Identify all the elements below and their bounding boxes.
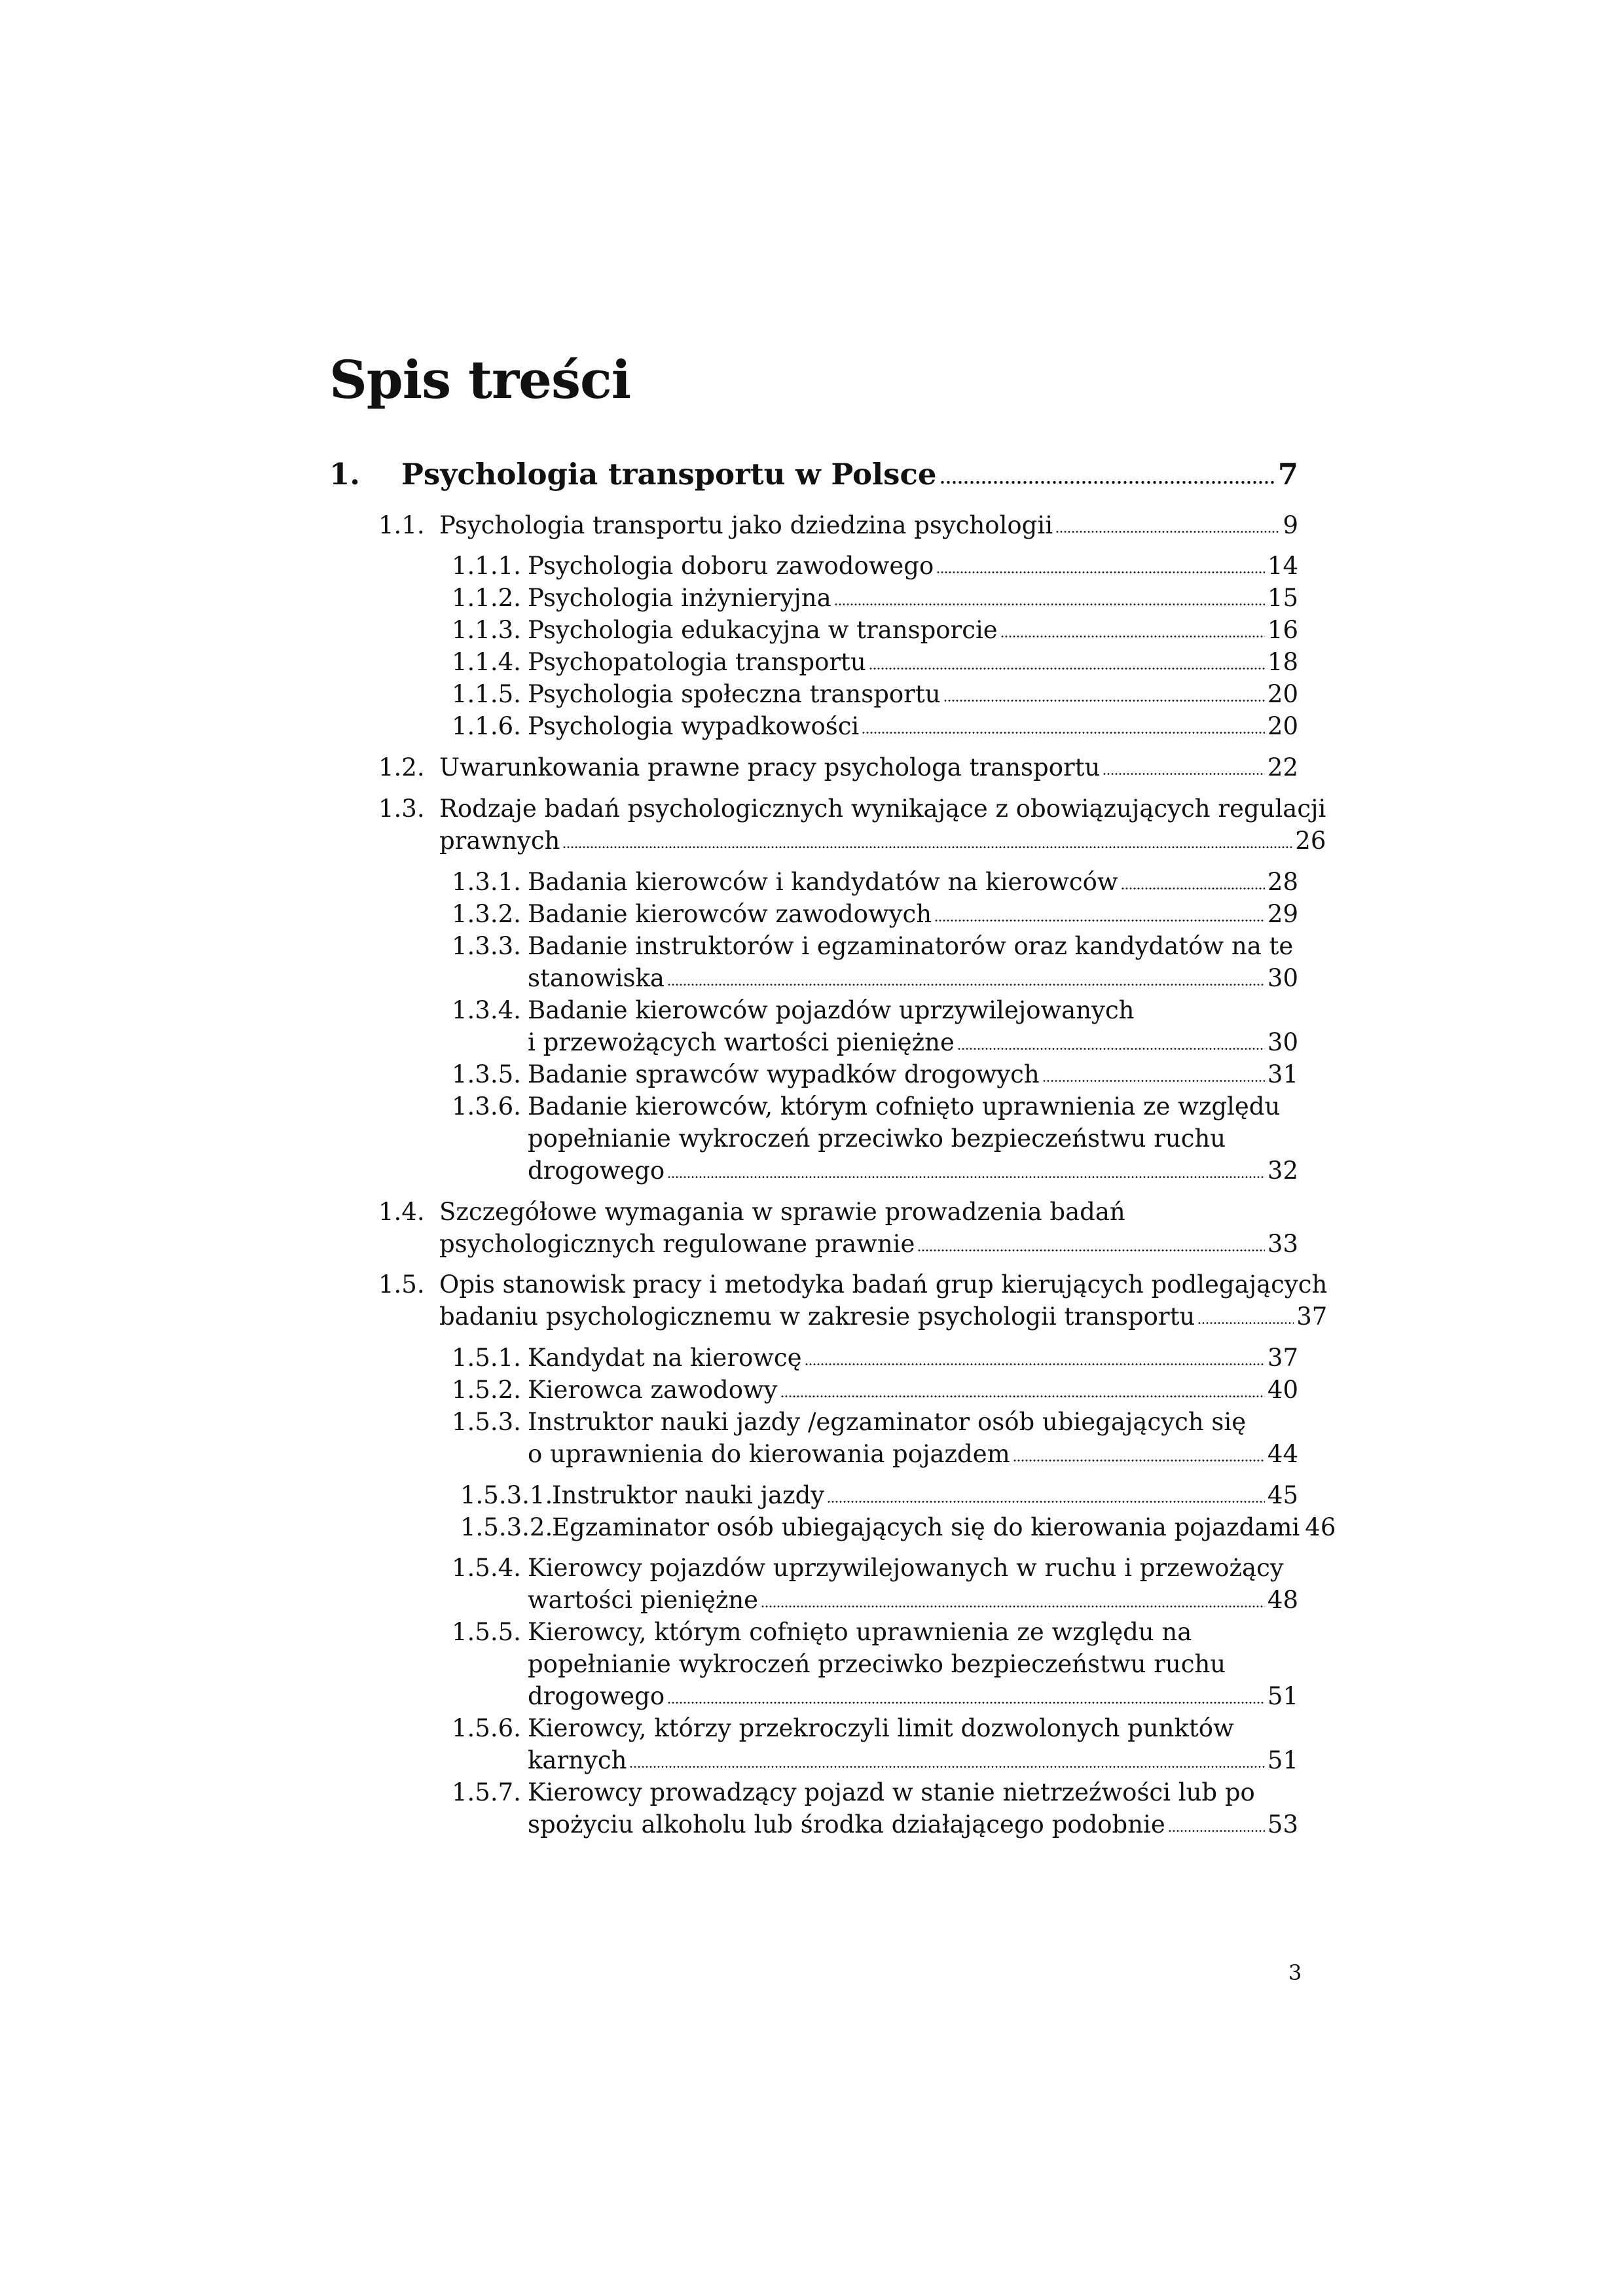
toc-entry-number: 1.5. <box>378 1270 425 1299</box>
toc-entry[interactable] <box>452 1552 1298 1616</box>
toc-entry[interactable] <box>378 793 1326 857</box>
toc-entry-line <box>528 994 1298 1026</box>
toc-entry-body <box>439 793 1326 857</box>
toc-entry-title: Psychologia inżynieryjna <box>528 584 831 612</box>
toc-entry-body <box>528 646 1298 678</box>
dot-leader <box>1013 1459 1265 1462</box>
toc-entry-line <box>528 1374 1298 1406</box>
toc-entry-title: psychologicznych regulowane prawnie <box>439 1230 915 1258</box>
toc-entry-line <box>528 1616 1298 1648</box>
toc-entry-title: karnych <box>528 1746 627 1774</box>
toc-entry-line <box>528 1406 1298 1438</box>
toc-entry-line <box>528 1776 1298 1808</box>
toc-entry-title: Psychologia edukacyjna w transporcie <box>528 616 998 644</box>
toc-entry-line <box>528 898 1298 930</box>
toc-entry[interactable] <box>452 866 1298 898</box>
toc-entry-line <box>439 509 1298 541</box>
toc-entry-page: 20 <box>1267 712 1298 740</box>
toc-entry-page: 26 <box>1295 827 1326 855</box>
dot-leader <box>827 1500 1265 1503</box>
dot-leader <box>1000 635 1265 638</box>
toc-entry-body <box>439 1268 1327 1333</box>
toc-entry[interactable] <box>460 1479 1298 1511</box>
toc-entry-line <box>552 1511 1336 1543</box>
toc-entry-title: Kierowcy prowadzący pojazd w stanie nietrzeźwości lub po <box>528 1778 1255 1806</box>
dot-leader <box>834 603 1265 606</box>
toc-entry-line <box>528 1712 1298 1744</box>
toc-entry-title: Opis stanowisk pracy i metodyka badań grup kierujących podlegających <box>439 1270 1328 1299</box>
toc-entry-page: 29 <box>1267 900 1298 928</box>
dot-leader <box>939 480 1275 484</box>
toc-entry-number: 1.1.6. <box>452 712 521 740</box>
toc-entry-page: 53 <box>1267 1810 1298 1839</box>
toc-entry[interactable] <box>452 1058 1298 1090</box>
toc-entry-title: Kierowca zawodowy <box>528 1376 778 1404</box>
page-title: Spis treści <box>329 349 631 410</box>
toc-entry-title: wartości pieniężne <box>528 1586 759 1614</box>
toc-entry-page: 44 <box>1267 1440 1298 1468</box>
toc-entry-line <box>528 1155 1298 1187</box>
toc-entry-page: 30 <box>1267 964 1298 992</box>
toc-entry[interactable] <box>452 710 1298 742</box>
toc-entry-line <box>528 1808 1298 1840</box>
toc-entry-title: badaniu psychologicznemu w zakresie psychologii transportu <box>439 1302 1195 1331</box>
toc-entry[interactable] <box>452 1712 1298 1776</box>
toc-entry-number: 1.5.1. <box>452 1344 521 1372</box>
toc-entry-body <box>439 509 1298 541</box>
toc-entry-number: 1.5.3.2. <box>460 1513 553 1541</box>
toc-entry-line <box>401 458 1298 490</box>
toc-entry-line <box>439 1300 1327 1333</box>
toc-entry-line <box>528 1584 1298 1616</box>
toc-entry-page: 28 <box>1267 868 1298 896</box>
toc-entry-number: 1.3.4. <box>452 996 521 1024</box>
toc-entry-body <box>528 898 1298 930</box>
toc-entry-title: popełnianie wykroczeń przeciwko bezpieczeństwu ruchu <box>528 1650 1226 1678</box>
toc-entry-line <box>439 793 1326 825</box>
toc-entry-body <box>401 458 1298 490</box>
dot-leader <box>869 667 1265 670</box>
toc-entry-line <box>528 1342 1298 1374</box>
toc-entry-number: 1. <box>329 457 360 492</box>
toc-entry-page: 40 <box>1267 1376 1298 1404</box>
toc-entry-page: 9 <box>1283 511 1298 539</box>
toc-entry-page: 37 <box>1267 1344 1298 1372</box>
toc-entry-number: 1.5.4. <box>452 1554 521 1582</box>
dot-leader <box>805 1363 1265 1366</box>
toc-entry-body <box>439 1196 1298 1260</box>
dot-leader <box>562 846 1292 849</box>
toc-entry-body <box>528 614 1298 646</box>
toc-entry-page: 14 <box>1267 552 1298 580</box>
toc-entry-line <box>528 930 1298 962</box>
toc-entry-title: stanowiska <box>528 964 665 992</box>
toc-entry[interactable] <box>452 994 1298 1058</box>
toc-entry-line <box>528 582 1298 614</box>
dot-leader <box>667 983 1265 986</box>
toc-entry-line <box>528 866 1298 898</box>
toc-entry-page: 20 <box>1267 680 1298 708</box>
toc-entry-body <box>528 582 1298 614</box>
toc-entry-title: Szczegółowe wymagania w sprawie prowadzenia badań <box>439 1198 1125 1226</box>
toc-entry-number: 1.1. <box>378 511 425 539</box>
toc-entry-body <box>528 994 1298 1058</box>
toc-entry-title: drogowego <box>528 1682 665 1710</box>
dot-leader <box>1197 1321 1294 1325</box>
toc-entry-page: 15 <box>1267 584 1298 612</box>
toc-entry-number: 1.1.1. <box>452 552 521 580</box>
toc-entry-number: 1.4. <box>378 1198 425 1226</box>
toc-entry-number: 1.1.3. <box>452 616 521 644</box>
toc-entry-title: Rodzaje badań psychologicznych wynikające z obowiązujących regulacji <box>439 795 1326 823</box>
toc-entry[interactable] <box>378 751 1298 783</box>
dot-leader <box>917 1249 1265 1252</box>
toc-entry-page: 51 <box>1267 1746 1298 1774</box>
toc-entry-title: Psychologia transportu w Polsce <box>401 457 937 492</box>
toc-entry-number: 1.5.5. <box>452 1618 521 1646</box>
dot-leader <box>862 731 1265 734</box>
toc-entry-title: Uwarunkowania prawne pracy psychologa transportu <box>439 753 1101 781</box>
toc-entry-title: Badanie sprawców wypadków drogowych <box>528 1060 1040 1088</box>
toc-entry-body <box>552 1511 1336 1543</box>
dot-leader <box>943 699 1265 702</box>
toc-entry-number: 1.3.3. <box>452 932 521 960</box>
toc-entry-title: Badanie kierowców, którym cofnięto uprawnienia ze względu <box>528 1092 1281 1121</box>
toc-entry-page: 22 <box>1267 753 1298 781</box>
toc-entry-title: Psychologia wypadkowości <box>528 712 860 740</box>
toc-entry-page: 37 <box>1296 1302 1328 1331</box>
toc-entry-line <box>528 1648 1298 1680</box>
toc-entry-body <box>528 710 1298 742</box>
toc-entry[interactable] <box>452 930 1298 994</box>
toc-entry-line <box>552 1479 1298 1511</box>
toc-entry-title: i przewożących wartości pieniężne <box>528 1028 955 1056</box>
toc-entry[interactable] <box>452 1406 1298 1470</box>
toc-entry-number: 1.3.5. <box>452 1060 521 1088</box>
toc-entry-title: popełnianie wykroczeń przeciwko bezpieczeństwu ruchu <box>528 1124 1226 1153</box>
toc-entry-body <box>528 866 1298 898</box>
toc-entry-line <box>439 1196 1298 1228</box>
toc-entry[interactable] <box>452 678 1298 710</box>
toc-entry-line <box>528 962 1298 994</box>
toc-entry-number: 1.5.2. <box>452 1376 521 1404</box>
toc-entry-title: prawnych <box>439 827 560 855</box>
toc-entry-title: Egzaminator osób ubiegających się do kierowania pojazdami <box>552 1513 1300 1541</box>
toc-entry-page: 31 <box>1267 1060 1298 1088</box>
toc-entry-number: 1.5.6. <box>452 1714 521 1742</box>
toc-entry[interactable] <box>452 614 1298 646</box>
toc-entry-number: 1.3. <box>378 795 425 823</box>
dot-leader <box>1121 887 1265 890</box>
dot-leader <box>667 1175 1265 1179</box>
toc-entry[interactable] <box>452 582 1298 614</box>
toc-entry[interactable] <box>378 1268 1328 1333</box>
toc-entry-page: 32 <box>1267 1157 1298 1185</box>
toc-entry-line <box>528 1552 1298 1584</box>
toc-entry-title: Badania kierowców i kandydatów na kierowców <box>528 868 1118 896</box>
toc-entry[interactable] <box>452 1776 1298 1840</box>
toc-entry-body <box>439 751 1298 783</box>
toc-entry-line <box>439 751 1298 783</box>
toc-entry[interactable] <box>329 458 1298 490</box>
dot-leader <box>934 919 1265 922</box>
toc-entry-title: Kierowcy, którym cofnięto uprawnienia ze względu na <box>528 1618 1192 1646</box>
toc-entry-line <box>528 550 1298 582</box>
toc-entry-page: 16 <box>1267 616 1298 644</box>
toc-entry-body <box>528 1090 1298 1187</box>
toc-entry-number: 1.2. <box>378 753 425 781</box>
dot-leader <box>1055 530 1280 533</box>
dot-leader <box>629 1765 1264 1768</box>
toc-entry-number: 1.3.1. <box>452 868 521 896</box>
toc-entry-page: 45 <box>1267 1481 1298 1509</box>
toc-entry-line <box>528 1438 1298 1470</box>
toc-entry-line <box>439 1268 1327 1300</box>
dot-leader <box>1103 772 1265 776</box>
toc-entry-line <box>528 1122 1298 1155</box>
toc-entry-title: Instruktor nauki jazdy <box>552 1481 825 1509</box>
toc-entry-body <box>528 1616 1298 1712</box>
dot-leader <box>761 1605 1265 1608</box>
toc-entry-title: spożyciu alkoholu lub środka działającego podobnie <box>528 1810 1165 1839</box>
toc-entry-page: 48 <box>1267 1586 1298 1614</box>
toc-entry-body <box>528 1776 1298 1840</box>
toc-entry-number: 1.3.2. <box>452 900 521 928</box>
toc-entry-line <box>528 614 1298 646</box>
toc-entry-page: 18 <box>1267 648 1298 676</box>
toc-entry[interactable] <box>378 509 1298 541</box>
toc-entry-title: Psychopatologia transportu <box>528 648 866 676</box>
toc-entry-body <box>528 1374 1298 1406</box>
toc-entry-body <box>528 1406 1298 1470</box>
toc-entry[interactable] <box>460 1511 1336 1543</box>
toc-entry-line <box>528 646 1298 678</box>
dot-leader <box>1168 1829 1265 1833</box>
toc-entry-line <box>528 710 1298 742</box>
toc-entry-line <box>439 825 1326 857</box>
toc-entry-page: 46 <box>1305 1513 1336 1541</box>
dot-leader <box>936 571 1265 574</box>
toc-entry[interactable] <box>452 1342 1298 1374</box>
toc-entry-line <box>439 1228 1298 1260</box>
toc-entry-body <box>528 1058 1298 1090</box>
toc-entry-title: Instruktor nauki jazdy /egzaminator osób ubiegających się <box>528 1408 1247 1436</box>
toc-entry-title: Kandydat na kierowcę <box>528 1344 802 1372</box>
toc-entry-body <box>528 1552 1298 1616</box>
toc-entry[interactable] <box>452 1616 1298 1712</box>
toc-entry-number: 1.5.3.1. <box>460 1481 553 1509</box>
toc-entry-page: 7 <box>1277 457 1298 492</box>
toc-entry-body <box>528 930 1298 994</box>
page-number: 3 <box>1288 1960 1302 1985</box>
toc-entry-title: Kierowcy pojazdów uprzywilejowanych w ruchu i przewożący <box>528 1554 1284 1582</box>
toc-entry[interactable] <box>452 646 1298 678</box>
dot-leader <box>1042 1079 1265 1083</box>
toc-entry-title: Psychologia społeczna transportu <box>528 680 941 708</box>
toc-entry-page: 30 <box>1267 1028 1298 1056</box>
toc-entry-body <box>528 1342 1298 1374</box>
toc-entry-page: 51 <box>1267 1682 1298 1710</box>
toc-entry-number: 1.1.4. <box>452 648 521 676</box>
toc-entry[interactable] <box>452 1374 1298 1406</box>
dot-leader <box>667 1701 1265 1704</box>
dot-leader <box>780 1395 1265 1398</box>
toc-entry-line <box>528 1090 1298 1122</box>
toc-entry[interactable] <box>378 1196 1298 1260</box>
toc-entry-line <box>528 1026 1298 1058</box>
toc-entry-number: 1.5.3. <box>452 1408 521 1436</box>
toc-entry-line <box>528 1680 1298 1712</box>
toc-entry-body <box>528 1712 1298 1776</box>
toc-entry-body <box>528 678 1298 710</box>
toc-entry-body <box>552 1479 1298 1511</box>
toc-entry[interactable] <box>452 898 1298 930</box>
toc-entry[interactable] <box>452 1090 1298 1187</box>
toc-entry-number: 1.3.6. <box>452 1092 521 1121</box>
toc-entry-line <box>528 1744 1298 1776</box>
toc-entry-title: Psychologia transportu jako dziedzina psychologii <box>439 511 1053 539</box>
toc-entry-title: Badanie kierowców zawodowych <box>528 900 932 928</box>
toc-entry-title: Badanie kierowców pojazdów uprzywilejowanych <box>528 996 1135 1024</box>
toc-entry-page: 33 <box>1267 1230 1298 1258</box>
toc-entry-line <box>528 1058 1298 1090</box>
toc-entry-title: Badanie instruktorów i egzaminatorów oraz kandydatów na te <box>528 932 1294 960</box>
toc-entry-title: drogowego <box>528 1157 665 1185</box>
toc-entry-body <box>528 550 1298 582</box>
toc-entry-number: 1.1.2. <box>452 584 521 612</box>
dot-leader <box>957 1047 1265 1050</box>
toc-entry-title: Kierowcy, którzy przekroczyli limit dozwolonych punktów <box>528 1714 1234 1742</box>
toc-entry-line <box>528 678 1298 710</box>
toc-entry[interactable] <box>452 550 1298 582</box>
toc-entry-title: o uprawnienia do kierowania pojazdem <box>528 1440 1010 1468</box>
toc-entry-title: Psychologia doboru zawodowego <box>528 552 934 580</box>
toc-entry-number: 1.1.5. <box>452 680 521 708</box>
toc-entry-number: 1.5.7. <box>452 1778 521 1806</box>
